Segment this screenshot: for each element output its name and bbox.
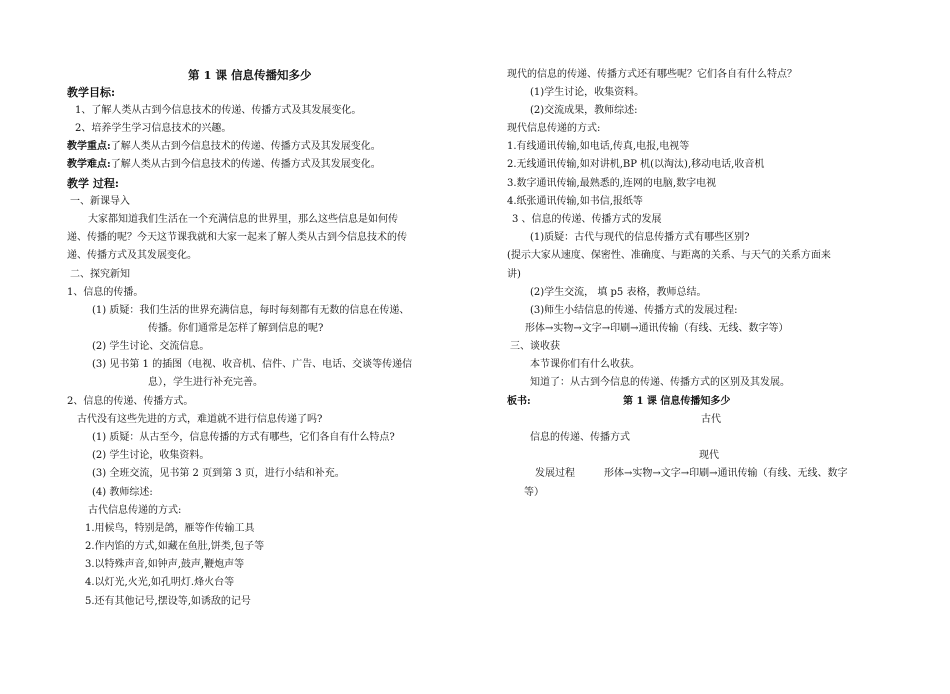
intro-line-2: 递、传播的呢？今天这节课我就和大家一起来了解人类从古到今信息技术的传 — [67, 232, 407, 243]
part-2-item-2: (2) 学生讨论，收集资料。 — [92, 450, 210, 461]
process-heading: 教学 过程: — [67, 177, 119, 190]
modern-method-4: 4.纸张通讯传输,如书信,报纸等 — [507, 196, 643, 207]
ancient-method-2: 2.作内馅的方式,如藏在鱼肚,饼类,包子等 — [85, 541, 265, 552]
section-3: 三、谈收获 — [510, 341, 560, 352]
goal-1: 1、了解人类从古到今信息技术的传递、传播方式及其发展变化。 — [75, 105, 362, 116]
key-point-label: 教学重点: — [67, 141, 111, 152]
board-flow-a: 形体→实物→文字→印刷→通讯传输（有线、无线、数字 — [604, 468, 848, 479]
board-ancient: 古代 — [701, 414, 721, 425]
part-3-item-2: (2)学生交流， 填 p5 表格，教师总结。 — [530, 287, 707, 298]
part-3-item-3: (3)师生小结信息的传递、传播方式的发展过程: — [530, 305, 738, 316]
part-1-heading: 1、信息的传播。 — [67, 287, 144, 298]
part-1-item-3a: (3) 见书第 1 的插图（电视、收音机、信件、广告、电话、交谈等传递信 — [92, 359, 413, 370]
modern-method-2: 2.无线通讯传输,如对讲机,BP 机(以淘汰),移动电话,收音机 — [507, 159, 765, 170]
board-label: 板书: — [507, 396, 531, 407]
part-2-item-1: (1) 质疑：从古至今，信息传播的方式有哪些，它们各自有什么特点? — [92, 432, 395, 443]
lesson-title: 第 1 课 信息传播知多少 — [188, 68, 312, 82]
part-3-heading: 3 、信息的传递、传播方式的发展 — [512, 214, 662, 225]
modern-item-2: (2)交流成果，教师综述: — [530, 105, 638, 116]
ancient-methods-heading: 古代信息传递的方式: — [88, 505, 182, 516]
modern-methods-heading: 现代信息传递的方式: — [507, 123, 601, 134]
ancient-method-1: 1.用候鸟，特别是鸽，雁等作传输工具 — [85, 523, 255, 534]
key-point — [67, 140, 381, 154]
ancient-method-3: 3.以特殊声音,如钟声,鼓声,鞭炮声等 — [85, 559, 245, 570]
goals-heading: 教学目标: — [67, 86, 116, 99]
key-point-text: 了解人类从古到今信息技术的传递、传播方式及其发展变化。 — [110, 141, 381, 152]
section-2: 二、探究新知 — [70, 269, 130, 280]
part-2-item-4: (4) 教师综述: — [92, 487, 153, 498]
board-flow-b: 等） — [524, 487, 544, 498]
part-3-hint-b: 讲) — [507, 269, 521, 280]
difficult-point-text: 了解人类从古到今信息技术的传递、传播方式及其发展变化。 — [110, 159, 381, 170]
part-1-item-3b: 息），学生进行补充完善。 — [148, 377, 263, 388]
section-1: 一、新课导入 — [70, 196, 130, 207]
modern-item-1: (1)学生讨论，收集资料。 — [530, 87, 645, 98]
intro-line-1: 大家都知道我们生活在一个充满信息的世界里，那么这些信息是如何传 — [88, 214, 398, 225]
board-topic: 信息的传递、传播方式 — [530, 432, 630, 443]
part-2-question: 古代没有这些先进的方式，难道就不进行信息传递了吗? — [77, 414, 323, 425]
board-development-label: 发展过程 — [535, 468, 575, 479]
part-3-flow: 形体→实物→文字→印刷→通讯传输（有线、无线、数字等） — [525, 323, 789, 334]
modern-method-3: 3.数字通讯传输,最熟悉的,连网的电脑,数字电视 — [507, 178, 717, 189]
part-3-item-1: (1)质疑：古代与现代的信息传播方式有哪些区别? — [530, 232, 750, 243]
part-2-heading: 2、信息的传递、传播方式。 — [67, 396, 194, 407]
difficult-point — [67, 158, 381, 172]
intro-line-3: 递、传播方式及其发展变化。 — [67, 250, 197, 261]
part-1-item-2: (2) 学生讨论、交流信息。 — [92, 341, 210, 352]
part-2-item-3: (3) 全班交流，见书第 2 页到第 3 页，进行小结和补充。 — [92, 468, 345, 479]
board-modern: 现代 — [699, 450, 719, 461]
board-title: 第 1 课 信息传播知多少 — [623, 396, 731, 407]
ancient-method-4: 4.以灯光,火光,如孔明灯.烽火台等 — [85, 577, 235, 588]
goal-2: 2、培养学生学习信息技术的兴趣。 — [75, 123, 232, 134]
part-1-item-1b: 传播。你们通常是怎样了解到信息的呢? — [148, 323, 324, 334]
difficult-point-label: 教学难点: — [67, 159, 111, 170]
ancient-method-5: 5.还有其他记号,摆设等,如诱敌的记号 — [85, 596, 251, 607]
gain-line-2: 知道了：从古到今信息的传递、传播方式的区别及其发展。 — [530, 377, 790, 388]
part-3-hint-a: (提示大家从速度、保密性、准确度、与距离的关系、与天气的关系方面来 — [507, 250, 831, 261]
modern-question: 现代的信息的传递、传播方式还有哪些呢？它们各自有什么特点？ — [507, 69, 797, 80]
part-1-item-1a: (1) 质疑：我们生活的世界充满信息，每时每刻都有无数的信息在传递、 — [92, 305, 410, 316]
modern-method-1: 1.有线通讯传输,如电话,传真,电报,电视等 — [507, 141, 690, 152]
gain-line-1: 本节课你们有什么收获。 — [530, 359, 640, 370]
